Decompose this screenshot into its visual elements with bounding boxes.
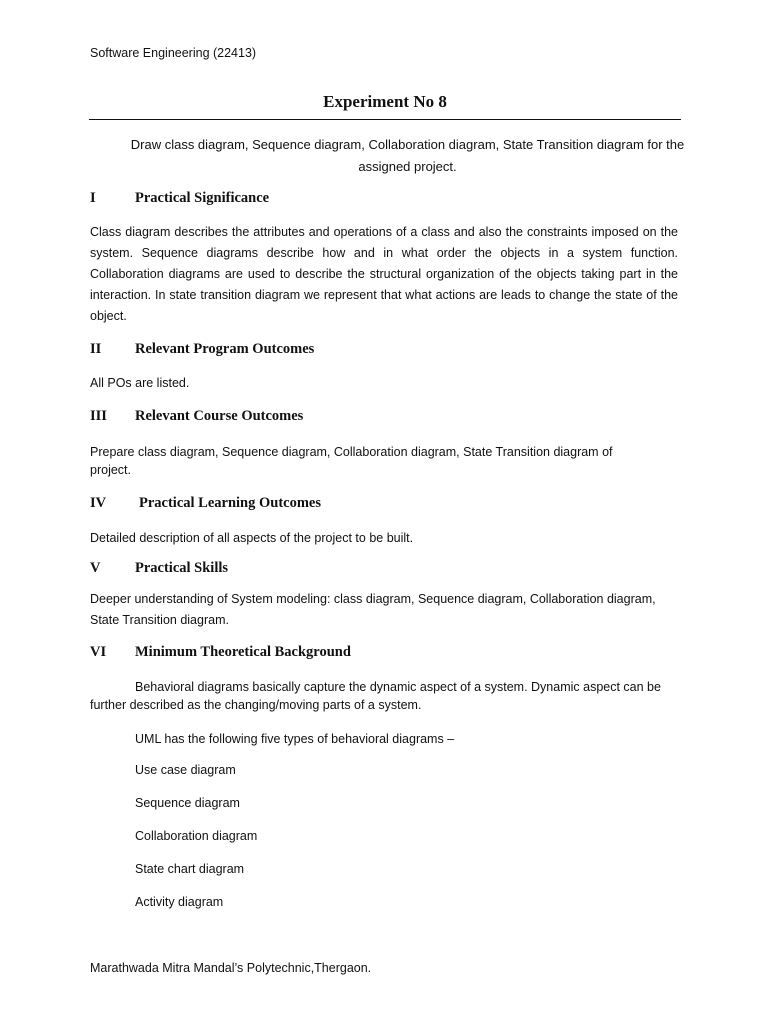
section-number: IV [90, 495, 107, 511]
section-title: Practical Skills [135, 560, 229, 576]
section-title: Minimum Theoretical Background [135, 644, 351, 660]
section-body-theoretical-background: Behavioral diagrams basically capture the dynamic aspect of a system. Dynamic aspect can be further described as the changing/moving parts of a system. [90, 680, 661, 712]
section-body-practical-skills: Deeper understanding of System modeling: class diagram, Sequence diagram, Collaboration diagram, State Transition diagram. [90, 592, 656, 627]
list-intro: UML has the following five types of behavioral diagrams – [135, 732, 455, 746]
experiment-aim: Draw class diagram, Sequence diagram, Collaboration diagram, State Transition diagram for the assigned project. [130, 137, 685, 174]
section-heading-course-outcomes [90, 408, 303, 425]
section-number: III [90, 408, 107, 424]
section-heading-program-outcomes [90, 341, 314, 358]
section-title: Practical Significance [135, 190, 270, 206]
list-item: State chart diagram [135, 862, 245, 876]
section-title: Relevant Course Outcomes [135, 408, 304, 424]
list-item: Use case diagram [135, 763, 236, 777]
section-heading-practical-skills [90, 560, 228, 577]
section-number: V [90, 560, 101, 576]
section-number: II [90, 341, 102, 357]
section-title: Practical Learning Outcomes [139, 495, 322, 511]
section-heading-learning-outcomes [90, 495, 321, 512]
section-number: VI [90, 644, 107, 660]
section-heading-theoretical-background [90, 644, 351, 661]
section-heading-practical-significance [90, 190, 269, 207]
page-footer: Marathwada Mitra Mandal’s Polytechnic,Thergaon. [90, 961, 372, 975]
list-item: Activity diagram [135, 895, 224, 909]
section-body-program-outcomes: All POs are listed. [90, 376, 190, 390]
page-header: Software Engineering (22413) [90, 46, 257, 60]
page-title: Experiment No 8 [323, 92, 447, 111]
list-item: Collaboration diagram [135, 829, 258, 843]
section-title: Relevant Program Outcomes [135, 341, 315, 357]
list-item: Sequence diagram [135, 796, 240, 810]
section-number: I [90, 190, 96, 206]
section-body-learning-outcomes: Detailed description of all aspects of the project to be built. [90, 531, 414, 545]
section-body-course-outcomes: Prepare class diagram, Sequence diagram, Collaboration diagram, State Transition diagram of project. [90, 445, 613, 477]
section-body-practical-significance: Class diagram describes the attributes and operations of a class and also the constraints imposed on the system. Sequence diagrams describe how and in what order the objects in a system function. Collaboration diagrams are used to describe the structural organization of the objects taking part in the interaction. In state transition diagram we represent that what actions are leads to change the state of the object. [90, 225, 678, 323]
title-divider [89, 119, 681, 120]
